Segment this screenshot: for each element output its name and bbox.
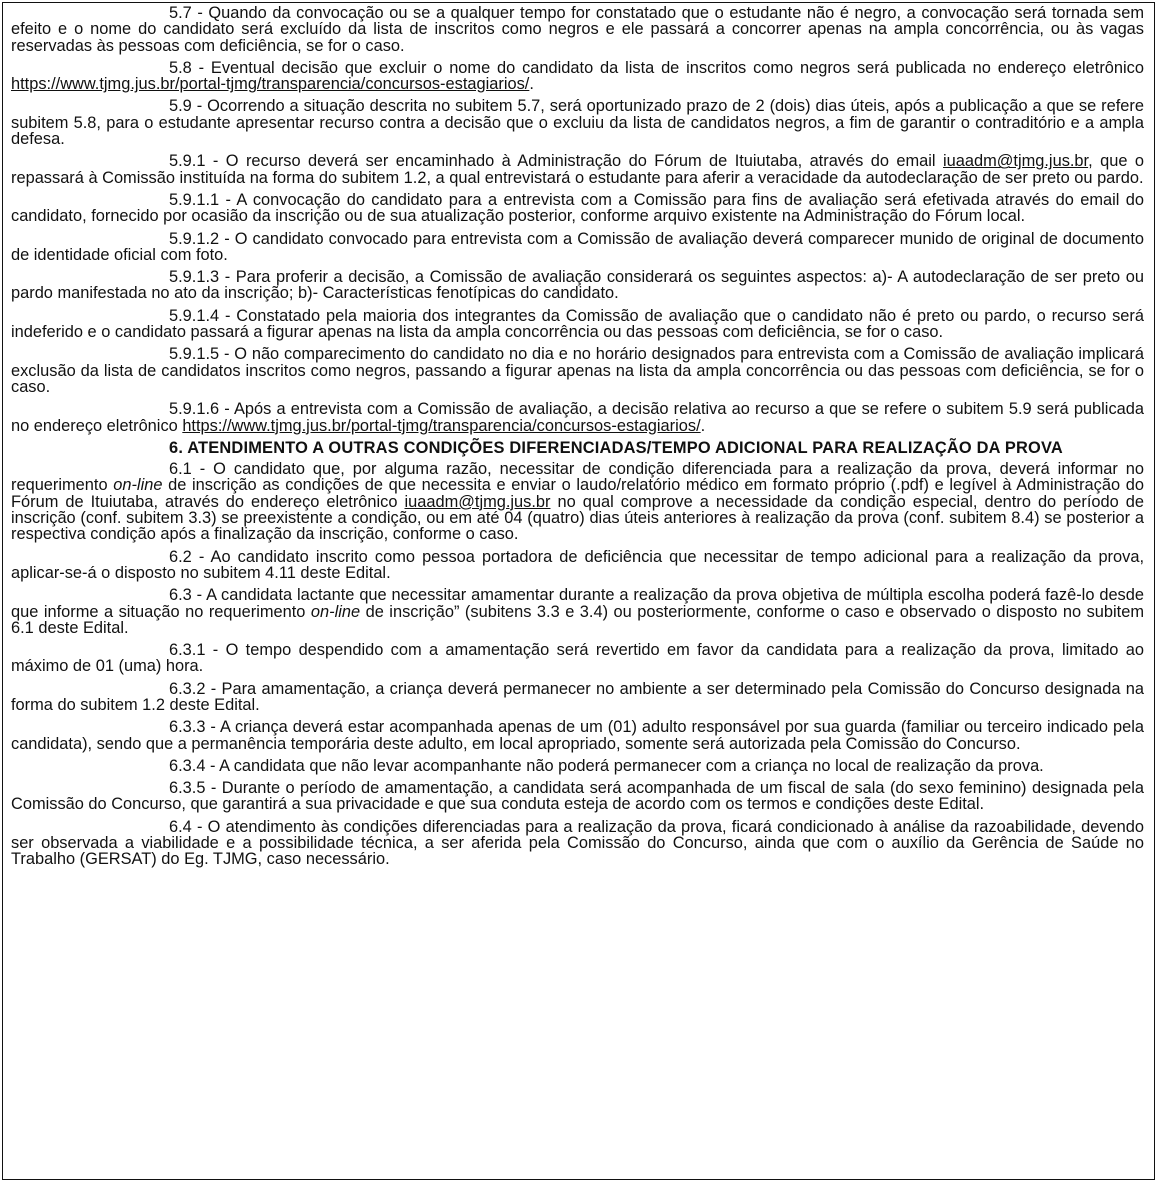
paragraph-6-3-2 [11, 681, 1144, 714]
paragraph-text: 6.3.3 - A criança deverá estar acompanhada apenas de um (01) adulto responsável por sua guarda (familiar ou terceiro indicado pela candidata), sendo que a permanência temporária deste adulto, em local apropriado, somente será autorizada pela Comissão do Concurso. [11, 718, 1144, 753]
portal-link[interactable]: https://www.tjmg.jus.br/portal-tjmg/transparencia/concursos-estagiarios/ [182, 416, 701, 435]
heading-text: 6. ATENDIMENTO A OUTRAS CONDIÇÕES DIFERENCIADAS/TEMPO ADICIONAL PARA REALIZAÇÃO DA PROVA [169, 438, 1063, 457]
paragraph-5-9-1-1 [11, 192, 1144, 225]
paragraph-text: 6.4 - O atendimento às condições diferenciadas para a realização da prova, ficará condicionado à análise da razoabilidade, devendo ser observada a viabilidade e a possibilidade técnica, a ser aferida pela Comissão do Concurso, ainda que com o auxílio da Gerência de Saúde no Trabalho (GERSAT) do Eg. TJMG, caso necessário. [11, 817, 1144, 869]
paragraph-text: 6.3.1 - O tempo despendido com a amamentação será revertido em favor da candidata para a realização da prova, limitado ao máximo de 01 (uma) hora. [11, 641, 1144, 676]
paragraph-text: de inscrição” (subitens 3.3 e 3.4) ou posteriormente, conforme o caso e observado o disposto no subitem 6.1 deste Edital. [11, 602, 1144, 637]
paragraph-text: 5.9 - Ocorrendo a situação descrita no subitem 5.7, será oportunizado prazo de 2 (dois) dias úteis, após a publicação a que se refere subitem 5.8, para o estudante apresentar recurso contra a decisão que o excluiu da lista de candidatos negros, a fim de garantir o contraditório e a ampla defesa. [11, 97, 1144, 149]
paragraph-text: , que o repassará à Comissão instituída na forma do subitem 1.2, a qual entrevistará o estudante para aferir a veracidade da autodeclaração de ser preto ou pardo. [11, 152, 1144, 187]
paragraph-6-2 [11, 549, 1144, 582]
paragraph-text: 6.3.5 - Durante o período de amamentação, a candidata será acompanhada de um fiscal de sala (do sexo feminino) designada pela Comissão do Concurso, que garantirá a sua privacidade e que sua conduta esteja de acordo com os termos e condições deste Edital. [11, 779, 1144, 814]
paragraph-text: . [529, 75, 534, 94]
paragraph-6-4 [11, 819, 1144, 868]
italic-term: on-line [113, 476, 163, 495]
email-link[interactable]: iuaadm@tjmg.jus.br [404, 492, 551, 511]
paragraph-text: 5.7 - Quando da convocação ou se a qualquer tempo for constatado que o estudante não é negro, a convocação será tornada sem efeito e o nome do candidato será excluído da lista de inscritos como negros e ele passará a concorrer apenas na ampla concorrência, ou às vagas reservadas às pessoas com deficiência, se for o caso. [11, 4, 1144, 55]
paragraph-text: 5.9.1.1 - A convocação do candidato para a entrevista com a Comissão para fins de avaliação será efetivada através do email do candidato, fornecido por ocasião da inscrição ou de sua atualização posterior, conforme arquivo existente na Administração do Fórum local. [11, 190, 1144, 226]
paragraph-5-9-1-4 [11, 308, 1144, 341]
paragraph-5-7 [11, 5, 1144, 54]
paragraph-text: 5.9.1.6 - Após a entrevista com a Comissão de avaliação, a decisão relativa ao recurso a que se refere o subitem 5.9 será publicada no endereço eletrônico [11, 400, 1144, 435]
paragraph-6-3-4 [11, 758, 1144, 774]
portal-link[interactable]: https://www.tjmg.jus.br/portal-tjmg/transparencia/concursos-estagiarios/ [11, 75, 530, 94]
paragraph-text: 5.8 - Eventual decisão que excluir o nome do candidato da lista de inscritos como negros será publicada no endereço eletrônico [169, 58, 1144, 77]
paragraph-text: no qual comprove a necessidade da condição especial, dentro do período de inscrição (conf. subitem 3.3) se preexistente a condição, ou em até 04 (quatro) dias úteis anteriores à realização da prova (conf. subitem 8.4) se posterior a respectiva condição após a finalização da inscrição, conforme o caso. [11, 492, 1145, 544]
paragraph-text: 6.3.4 - A candidata que não levar acompanhante não poderá permanecer com a criança no local de realização da prova. [169, 756, 1044, 775]
paragraph-text: 5.9.1 - O recurso deverá ser encaminhado à Administração do Fórum de Ituiutaba, através do email [169, 152, 944, 171]
section-6-heading [11, 440, 1144, 456]
paragraph-5-9-1-3 [11, 269, 1144, 302]
paragraph-5-9-1-6 [11, 401, 1144, 434]
paragraph-text: de inscrição as condições de que necessita e enviar o laudo/relatório médico em formato próprio (.pdf) e legível à Administração do Fórum de Ituiutaba, através do endereço eletrônico [11, 476, 1144, 511]
paragraph-text: 6.1 - O candidato que, por alguma razão, necessitar de condição diferenciada para a realização da prova, deverá informar no requerimento [11, 460, 1144, 495]
paragraph-text: 5.9.1.5 - O não comparecimento do candidato no dia e no horário designados para entrevista com a Comissão de avaliação implicará exclusão da lista de candidatos inscritos como negros, passando a figurar apenas na lista da ampla concorrência ou das pessoas com deficiência, se for o caso. [11, 345, 1144, 396]
paragraph-6-3-5 [11, 780, 1144, 813]
document-body [11, 5, 1144, 868]
paragraph-6-3-1 [11, 642, 1144, 675]
paragraph-6-1 [11, 461, 1144, 542]
paragraph-5-9-1-5 [11, 346, 1144, 395]
paragraph-text: 6.3 - A candidata lactante que necessitar amamentar durante a realização da prova objetiva de múltipla escolha poderá fazê-lo desde que informe a situação no requerimento [11, 586, 1144, 621]
paragraph-text: 5.9.1.4 - Constatado pela maioria dos integrantes da Comissão de avaliação que o candidato não é preto ou pardo, o recurso será indeferido e o candidato passará a figurar apenas na lista da ampla concorrência ou das pessoas com deficiência, se for o caso. [11, 306, 1144, 342]
paragraph-text: 6.3.2 - Para amamentação, a criança deverá permanecer no ambiente a ser determinado pela Comissão do Concurso designada na forma do subitem 1.2 deste Edital. [11, 679, 1144, 714]
paragraph-text: . [700, 416, 706, 435]
paragraph-5-9-1-2 [11, 231, 1144, 264]
paragraph-5-8 [11, 60, 1144, 93]
paragraph-5-9-1 [11, 153, 1144, 186]
paragraph-text: 5.9.1.3 - Para proferir a decisão, a Comissão de avaliação considerará os seguintes aspectos: a)- A autodeclaração de ser preto ou pardo manifestada no ato da inscrição; b)- Características fenotípicas do candidato. [11, 268, 1144, 303]
paragraph-text: 5.9.1.2 - O candidato convocado para entrevista com a Comissão de avaliação deverá comparecer munido de original de documento de identidade oficial com foto. [11, 229, 1144, 264]
paragraph-6-3-3 [11, 719, 1144, 752]
paragraph-5-9 [11, 98, 1144, 147]
paragraph-6-3 [11, 587, 1144, 636]
paragraph-text: 6.2 - Ao candidato inscrito como pessoa portadora de deficiência que necessitar de tempo adicional para a realização da prova, aplicar-se-á o disposto no subitem 4.11 deste Edital. [11, 547, 1144, 582]
document-frame [2, 2, 1155, 1180]
italic-term: on-line [310, 602, 361, 621]
email-link[interactable]: iuaadm@tjmg.jus.br [943, 152, 1089, 171]
